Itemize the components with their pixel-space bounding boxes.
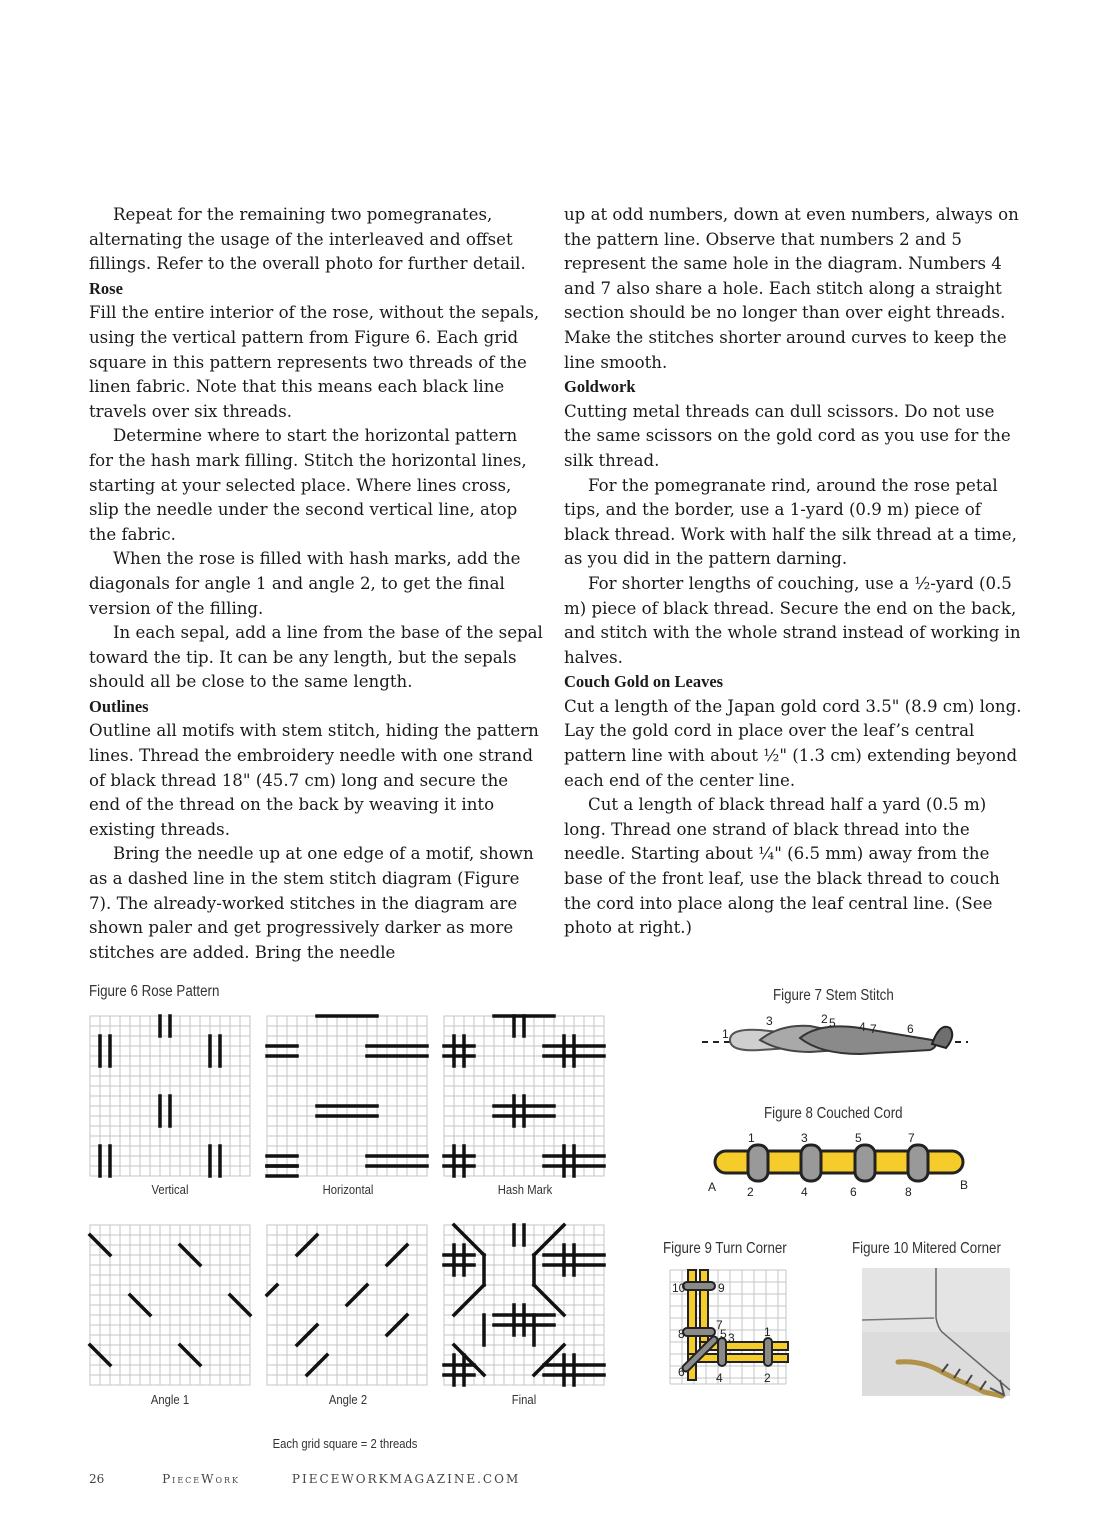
caption-final: Final — [511, 1393, 537, 1407]
stitch-number: 3 — [801, 1131, 808, 1145]
stitch-number: 3 — [728, 1331, 735, 1345]
stitch-number: 4 — [716, 1371, 723, 1385]
stitch-number: 5 — [829, 1016, 836, 1030]
figure-9-turn-corner-diagram — [670, 1268, 790, 1388]
figure-8-title: Figure 8 Couched Cord — [764, 1105, 903, 1122]
stitch-number: 4 — [801, 1185, 808, 1199]
pattern-stitch — [454, 1225, 484, 1255]
pattern-stitch — [534, 1225, 564, 1255]
paragraph: Cut a length of the Japan gold cord 3.5" (8.9 cm) long. Lay the gold cord in place over the leaf’s central pattern line with about ½" (1.3 cm) extending beyond each end of the center line. — [564, 696, 1022, 790]
stitch-number: 8 — [678, 1327, 685, 1341]
stitch-number: 7 — [870, 1022, 877, 1036]
stitch-number: 5 — [855, 1131, 862, 1145]
stitch-number: 2 — [747, 1185, 754, 1199]
stitch-number: 7 — [716, 1318, 723, 1332]
stitch-number: 9 — [718, 1281, 725, 1295]
stitch-number: 2 — [764, 1371, 771, 1385]
stitch-number: 10 — [672, 1281, 686, 1295]
caption-hash-mark: Hash Mark — [497, 1183, 553, 1197]
paragraph: Outline all motifs with stem stitch, hiding the pattern lines. Thread the embroidery needle with one strand of black thread 18" (45.7 cm) long and secure the end of the thread on the back by weaving it into existing threads. — [89, 721, 539, 839]
paragraph: For the pomegranate rind, around the rose petal tips, and the border, use a 1-yard (0.9 m) piece of black thread. Work with half the silk thread at a time, as you did in the pattern darning. — [564, 475, 1017, 569]
paragraph: In each sepal, add a line from the base of the sepal toward the tip. It can be any length, but the sepals should all be close to the same length. — [89, 623, 543, 692]
stitch-number: 6 — [907, 1022, 914, 1036]
caption-vertical: Vertical — [151, 1183, 189, 1197]
section-heading-outlines: Outlines — [89, 696, 149, 716]
page-number: 26 — [89, 1472, 105, 1486]
paragraph: Cut a length of black thread half a yard (0.5 m) long. Thread one strand of black thread into the needle. Starting about ¼" (6.5 mm) away from the base of the front leaf, use the black thread to couch the cord into place along the leaf central line. (See photo at right.) — [564, 795, 1000, 938]
figure-8-couched-cord-diagram — [700, 1127, 980, 1202]
stitch-number: 6 — [850, 1185, 857, 1199]
paragraph: Determine where to start the horizontal pattern for the hash mark filling. Stitch the horizontal lines, starting at your selected place. Where lines cross, slip the needle under the second vertical line, atop the fabric. — [89, 426, 527, 544]
end-label-a: A — [708, 1180, 717, 1194]
paragraph: For shorter lengths of couching, use a ½-yard (0.5 m) piece of black thread. Secure the end on the back, and stitch with the whole strand instead of working in halves. — [564, 573, 1021, 667]
figure-9-title: Figure 9 Turn Corner — [663, 1240, 787, 1257]
paragraph: Repeat for the remaining two pomegranates, alternating the usage of the interleaved and offset fillings. Refer to the overall photo for further detail. — [89, 205, 526, 274]
pattern-stitch — [454, 1285, 484, 1315]
figure-10-mitered-corner-photo — [862, 1268, 1010, 1396]
figure-7-stem-stitch-diagram — [700, 1010, 970, 1060]
pattern-stitch — [534, 1345, 564, 1375]
stitch-number: 1 — [722, 1027, 729, 1041]
stitch-number: 1 — [764, 1325, 771, 1339]
stitch-number: 5 — [720, 1327, 727, 1341]
figure-7-title: Figure 7 Stem Stitch — [773, 987, 894, 1004]
paragraph: Fill the entire interior of the rose, without the sepals, using the vertical pattern from Figure 6. Each grid square in this pattern represents two threads of the linen fabric. Note that this means each black line travels over six threads. — [89, 303, 540, 421]
stitch-number: 8 — [905, 1185, 912, 1199]
figure-6-title: Figure 6 Rose Pattern — [89, 983, 220, 1000]
caption-angle-1: Angle 1 — [150, 1393, 190, 1407]
stitch-number: 2 — [821, 1012, 828, 1026]
end-label-b: B — [960, 1178, 969, 1192]
pattern-stitch — [534, 1285, 564, 1315]
grid-note: Each grid square = 2 threads — [272, 1437, 418, 1451]
stitch-number: 3 — [766, 1014, 773, 1028]
figure-10-title: Figure 10 Mitered Corner — [852, 1240, 1001, 1257]
section-heading-goldwork: Goldwork — [564, 377, 636, 397]
stitch-number: 6 — [678, 1365, 685, 1379]
section-heading-rose: Rose — [89, 278, 123, 298]
caption-angle-2: Angle 2 — [328, 1393, 368, 1407]
paragraph: up at odd numbers, down at even numbers, always on the pattern line. Observe that numbers 2 and 5 represent the same hole in the diagram. Numbers 4 and 7 also share a hole. Each stitch along a straight section should be no longer than over eight threads. Make the stitches shorter around curves to keep the line smooth. — [564, 205, 1019, 372]
section-heading-couch-gold: Couch Gold on Leaves — [564, 672, 724, 692]
magazine-name: PieceWork — [162, 1472, 241, 1486]
paragraph: Bring the needle up at one edge of a motif, shown as a dashed line in the stem stitch diagram (Figure 7). The already-worked stitches in the diagram are shown paler and get progressively darker as more stitches are added. Bring the needle — [89, 844, 534, 962]
pattern-stitch — [454, 1345, 484, 1375]
pattern-stitch — [267, 1285, 277, 1295]
stitch-number: 7 — [908, 1131, 915, 1145]
stitch-number: 1 — [748, 1131, 755, 1145]
stitch-number: 4 — [859, 1020, 866, 1034]
paragraph: When the rose is filled with hash marks, add the diagonals for angle 1 and angle 2, to get the final version of the filling. — [89, 549, 521, 618]
caption-horizontal: Horizontal — [322, 1183, 374, 1197]
website: PIECEWORKMAGAZINE.COM — [291, 1472, 521, 1486]
paragraph: Cutting metal threads can dull scissors. Do not use the same scissors on the gold cord as you use for the silk thread. — [564, 401, 1011, 470]
page-footer — [89, 1472, 566, 1486]
